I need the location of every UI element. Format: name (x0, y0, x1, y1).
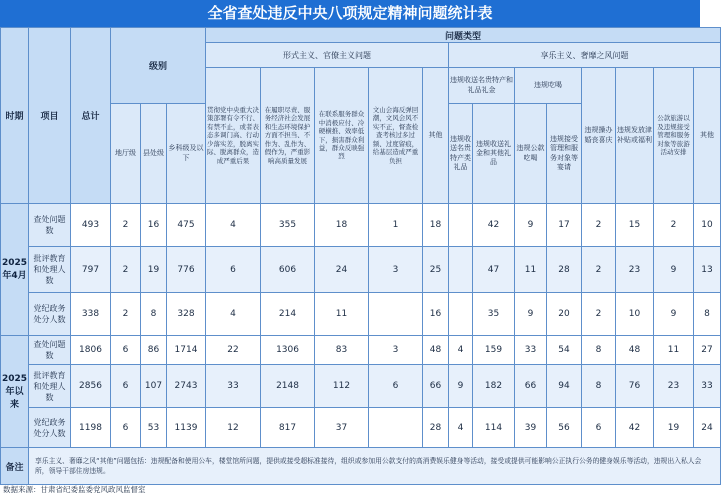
note-label: 备注 (1, 448, 29, 485)
value-cell (449, 293, 473, 336)
item-cell: 批评教育和处理人数 (29, 365, 71, 408)
value-cell: 23 (616, 247, 654, 293)
header-formalism-other: 其他 (423, 68, 449, 204)
item-cell: 查处问题数 (29, 204, 71, 247)
header-travel: 公款旅游以及违规接受管理和服务对象等旅游活动安排 (654, 68, 694, 204)
value-cell (449, 204, 473, 247)
value-cell: 1 (369, 204, 423, 247)
header-period: 时期 (1, 28, 29, 204)
value-cell: 776 (167, 247, 206, 293)
value-cell: 606 (261, 247, 315, 293)
value-cell: 2148 (261, 365, 315, 408)
value-cell: 10 (616, 293, 654, 336)
table-title: 全省查处违反中央八项规定精神问题统计表 (0, 0, 700, 27)
value-cell: 83 (315, 336, 369, 365)
value-cell: 8 (141, 293, 167, 336)
value-cell: 9 (515, 204, 547, 247)
value-cell: 2 (582, 247, 616, 293)
value-cell: 2743 (167, 365, 206, 408)
value-cell: 112 (315, 365, 369, 408)
value-cell: 2 (582, 204, 616, 247)
value-cell: 817 (261, 408, 315, 448)
value-cell (369, 408, 423, 448)
item-cell: 党纪政务处分人数 (29, 408, 71, 448)
header-formalism-col-3: 在联系服务群众中消极应付、冷硬横推、效率低下，损害群众利益，群众反映强烈 (315, 68, 369, 204)
value-cell: 9 (654, 247, 694, 293)
value-cell: 15 (616, 204, 654, 247)
value-cell: 328 (167, 293, 206, 336)
table-row (1, 408, 721, 448)
header-formalism: 形式主义、官僚主义问题 (206, 43, 449, 68)
value-cell: 18 (315, 204, 369, 247)
header-level-county: 县处级 (141, 104, 167, 204)
table-row (1, 204, 721, 247)
value-cell: 20 (547, 293, 582, 336)
value-cell: 475 (167, 204, 206, 247)
header-item: 项目 (29, 28, 71, 204)
header-accept-banquet: 违规接受管理和服务对象等宴请 (547, 104, 582, 204)
value-cell: 9 (449, 365, 473, 408)
value-cell: 17 (547, 204, 582, 247)
value-cell: 56 (547, 408, 582, 448)
header-dining-group: 违规吃喝 (515, 68, 582, 104)
value-cell: 114 (473, 408, 515, 448)
statistics-table (0, 27, 721, 485)
value-cell: 16 (423, 293, 449, 336)
value-cell: 4 (206, 204, 261, 247)
value-cell: 9 (654, 293, 694, 336)
value-cell: 94 (547, 365, 582, 408)
value-cell: 2856 (71, 365, 111, 408)
value-cell: 1806 (71, 336, 111, 365)
value-cell: 182 (473, 365, 515, 408)
value-cell: 13 (694, 247, 721, 293)
value-cell: 6 (111, 336, 141, 365)
value-cell (449, 247, 473, 293)
value-cell: 25 (423, 247, 449, 293)
header-gift-cash: 违规收送礼金和其他礼品 (473, 104, 515, 204)
value-cell: 33 (206, 365, 261, 408)
header-formalism-col-4: 文山会海反弹回潮，文风会风不实不正，督查检查考核过多过频、过度留痕，给基层造成严重负担 (369, 68, 423, 204)
value-cell: 493 (71, 204, 111, 247)
value-cell: 2 (582, 293, 616, 336)
header-subsidy: 违规发放津补贴或福利 (616, 68, 654, 204)
period-cell: 2025年4月 (1, 204, 29, 336)
value-cell: 2 (654, 204, 694, 247)
value-cell: 23 (654, 365, 694, 408)
value-cell: 9 (515, 293, 547, 336)
value-cell: 35 (473, 293, 515, 336)
value-cell: 6 (111, 408, 141, 448)
value-cell: 6 (206, 247, 261, 293)
table-row (1, 293, 721, 336)
value-cell: 4 (206, 293, 261, 336)
value-cell: 12 (206, 408, 261, 448)
value-cell: 47 (473, 247, 515, 293)
value-cell: 27 (694, 336, 721, 365)
value-cell: 76 (616, 365, 654, 408)
value-cell: 1139 (167, 408, 206, 448)
value-cell: 338 (71, 293, 111, 336)
value-cell: 2 (111, 204, 141, 247)
value-cell: 11 (315, 293, 369, 336)
value-cell: 8 (694, 293, 721, 336)
header-hedonism: 享乐主义、奢靡之风问题 (449, 43, 721, 68)
table-row (1, 336, 721, 365)
value-cell: 797 (71, 247, 111, 293)
value-cell: 6 (111, 365, 141, 408)
value-cell: 19 (141, 247, 167, 293)
value-cell: 8 (582, 365, 616, 408)
header-problem-type: 问题类型 (206, 28, 721, 43)
value-cell: 4 (449, 408, 473, 448)
header-level: 级别 (111, 28, 206, 104)
value-cell: 355 (261, 204, 315, 247)
value-cell: 11 (654, 336, 694, 365)
value-cell: 1714 (167, 336, 206, 365)
item-cell: 党纪政务处分人数 (29, 293, 71, 336)
value-cell: 4 (449, 336, 473, 365)
value-cell: 8 (582, 336, 616, 365)
header-gift-specialty: 违规收送名贵特产类礼品 (449, 104, 473, 204)
value-cell: 42 (473, 204, 515, 247)
table-row (1, 247, 721, 293)
value-cell: 48 (616, 336, 654, 365)
value-cell: 6 (582, 408, 616, 448)
data-source: 数据来源：甘肃省纪委监委党风政风监督室 (3, 485, 146, 494)
value-cell: 54 (547, 336, 582, 365)
header-total: 总计 (71, 28, 111, 204)
value-cell: 37 (315, 408, 369, 448)
value-cell: 2 (111, 293, 141, 336)
table-row (1, 365, 721, 408)
note-text: 享乐主义、奢靡之风“其他”问题包括：违规配备和使用公车，楼堂馆所问题，提供或接受超标准接待，组织或参加用公款支付的高消费娱乐健身等活动，接受或提供可能影响公正执行公务的健身娱乐等活动，违规出入私人会所，领导干部住房违规。 (29, 448, 721, 485)
value-cell: 10 (694, 204, 721, 247)
header-public-dining: 违规公款吃喝 (515, 104, 547, 204)
value-cell: 53 (141, 408, 167, 448)
value-cell: 66 (423, 365, 449, 408)
value-cell: 28 (547, 247, 582, 293)
value-cell: 28 (423, 408, 449, 448)
value-cell: 107 (141, 365, 167, 408)
value-cell: 6 (369, 365, 423, 408)
header-formalism-col-1: 贯彻党中央重大决策部署有令不行、有禁不止，或者表态多调门高、行动少落实差，脱离实际、脱离群众，造成严重后果 (206, 68, 261, 204)
period-cell: 2025年以来 (1, 336, 29, 448)
value-cell: 48 (423, 336, 449, 365)
header-wedding-funeral: 违规操办婚丧喜庆 (582, 68, 616, 204)
value-cell: 66 (515, 365, 547, 408)
value-cell: 42 (616, 408, 654, 448)
value-cell (369, 293, 423, 336)
value-cell: 86 (141, 336, 167, 365)
value-cell: 1198 (71, 408, 111, 448)
value-cell: 1306 (261, 336, 315, 365)
value-cell: 3 (369, 336, 423, 365)
value-cell: 11 (515, 247, 547, 293)
header-hedonism-other: 其他 (694, 68, 721, 204)
value-cell: 33 (694, 365, 721, 408)
value-cell: 24 (694, 408, 721, 448)
value-cell: 3 (369, 247, 423, 293)
value-cell: 19 (654, 408, 694, 448)
item-cell: 查处问题数 (29, 336, 71, 365)
value-cell: 33 (515, 336, 547, 365)
value-cell: 214 (261, 293, 315, 336)
header-gift-group: 违规收送名贵特产和礼品礼金 (449, 68, 515, 104)
value-cell: 2 (111, 247, 141, 293)
value-cell: 16 (141, 204, 167, 247)
value-cell: 159 (473, 336, 515, 365)
item-cell: 批评教育和处理人数 (29, 247, 71, 293)
table-body (1, 204, 721, 448)
value-cell: 18 (423, 204, 449, 247)
value-cell: 39 (515, 408, 547, 448)
header-level-township: 乡科级及以下 (167, 104, 206, 204)
value-cell: 22 (206, 336, 261, 365)
header-level-prefecture: 地厅级 (111, 104, 141, 204)
value-cell: 24 (315, 247, 369, 293)
header-formalism-col-2: 在履职尽责、服务经济社会发展和生态环境保护方面不担当、不作为、乱作为、假作为，严重影响高质量发展 (261, 68, 315, 204)
